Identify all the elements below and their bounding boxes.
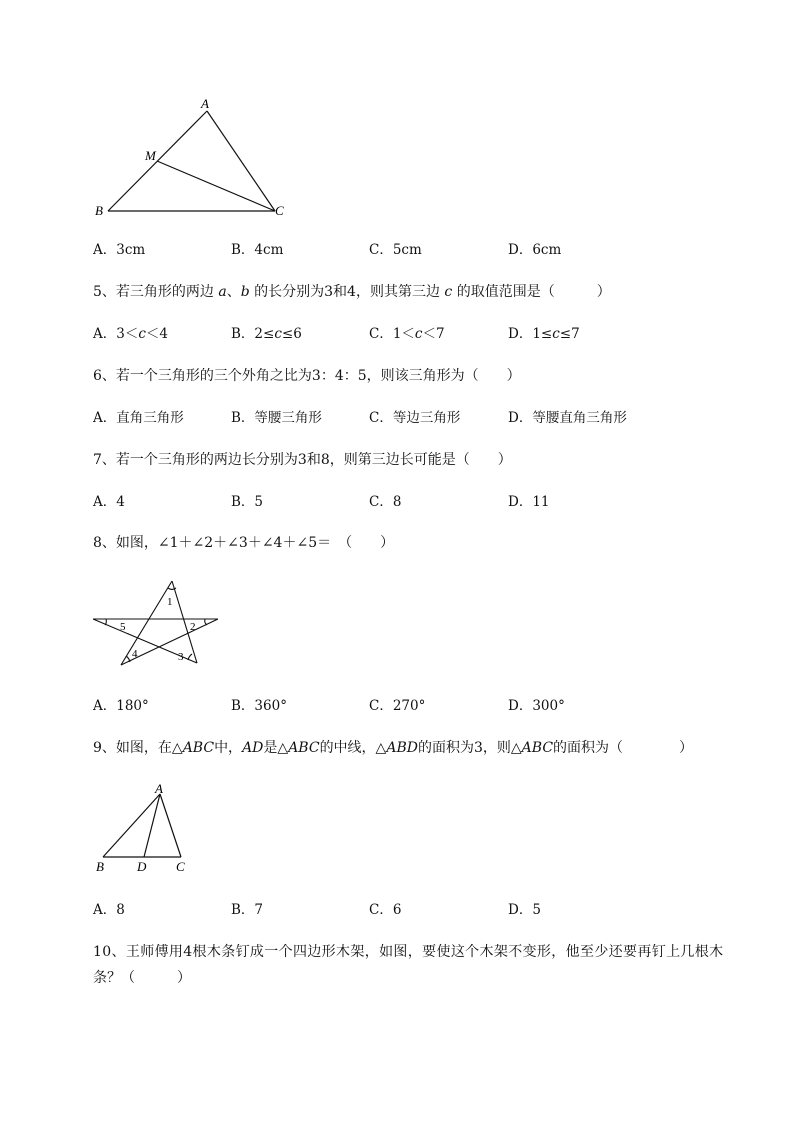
q9-option-d: D．5	[508, 902, 541, 918]
q9-option-b: B．7	[231, 902, 264, 918]
var-b: b	[240, 284, 250, 300]
angle-label-2: 2	[190, 621, 196, 633]
question-10-line-2: 条？（ ）	[93, 970, 191, 986]
question-9: 9、如图，在△ABC中，AD是△ABC的中线，△ABD的面积为3，则△ABC的面积为（ ）	[93, 740, 694, 756]
angle-label-4: 4	[132, 648, 138, 660]
q5-option-c: C．1＜c＜7	[369, 326, 445, 342]
q7-option-d: D．11	[508, 494, 550, 510]
question-10-line-1: 10、王师傅用4根木条钉成一个四边形木架，如图，要使这个木架不变形，他至少还要再钉上几根木	[93, 944, 724, 960]
q7-option-a: A．4	[93, 494, 125, 510]
triangle-abc-figure	[90, 92, 300, 222]
q8-option-a: A．180°	[93, 698, 149, 714]
q4-option-c: C．5cm	[369, 242, 422, 258]
q8-option-b: B．360°	[231, 698, 287, 714]
q8-option-d: D．300°	[508, 698, 565, 714]
question-5	[93, 282, 611, 302]
vertex-label-b: B	[96, 859, 104, 874]
q6-option-b: B．等腰三角形	[231, 410, 322, 426]
angle-label-1: 1	[167, 596, 173, 608]
question-8: 8、如图，∠1＋∠2＋∠3＋∠4＋∠5＝ （ ）	[93, 535, 395, 551]
vertex-label-c: C	[275, 203, 284, 218]
q5-text-part: 的长分别为3和4，则其第三边	[249, 284, 445, 300]
question-6: 6、若一个三角形的三个外角之比为3：4：5，则该三角形为（ ）	[93, 368, 521, 384]
q9-option-a: A．8	[93, 902, 125, 918]
var-a: a	[218, 284, 227, 300]
q5-text-part: 5、若三角形的两边	[93, 284, 219, 300]
q6-option-d: D．等腰直角三角形	[508, 410, 627, 426]
q7-option-c: C．8	[369, 494, 402, 510]
q6-option-a: A．直角三角形	[93, 410, 184, 426]
angle-label-3: 3	[178, 651, 184, 663]
q6-option-c: C．等边三角形	[369, 410, 461, 426]
q7-option-b: B．5	[231, 494, 264, 510]
var-c: c	[444, 284, 453, 300]
vertex-label-b: B	[95, 203, 103, 218]
q5-option-a: A．3＜c＜4	[93, 326, 168, 342]
question-7: 7、若一个三角形的两边长分别为3和8，则第三边长可能是（ ）	[93, 452, 512, 468]
median-triangle-figure	[90, 780, 200, 878]
point-label-d: D	[137, 859, 147, 874]
q4-option-a: A．3cm	[93, 242, 146, 258]
vertex-label-a: A	[155, 781, 163, 796]
q5-option-d: D．1≤c≤7	[508, 326, 580, 342]
q4-option-d: D．6cm	[508, 242, 562, 258]
q8-option-c: C．270°	[369, 698, 426, 714]
q5-text-part: 的取值范围是（ ）	[452, 284, 611, 300]
angle-label-5: 5	[120, 621, 126, 633]
q4-option-b: B．4cm	[231, 242, 284, 258]
q5-option-b: B．2≤c≤6	[231, 326, 302, 342]
q9-option-c: C．6	[369, 902, 402, 918]
star-figure	[88, 574, 224, 670]
vertex-label-c: C	[176, 859, 185, 874]
point-label-m: M	[145, 148, 156, 163]
q5-text-part: 、	[226, 284, 241, 300]
vertex-label-a: A	[201, 96, 209, 111]
